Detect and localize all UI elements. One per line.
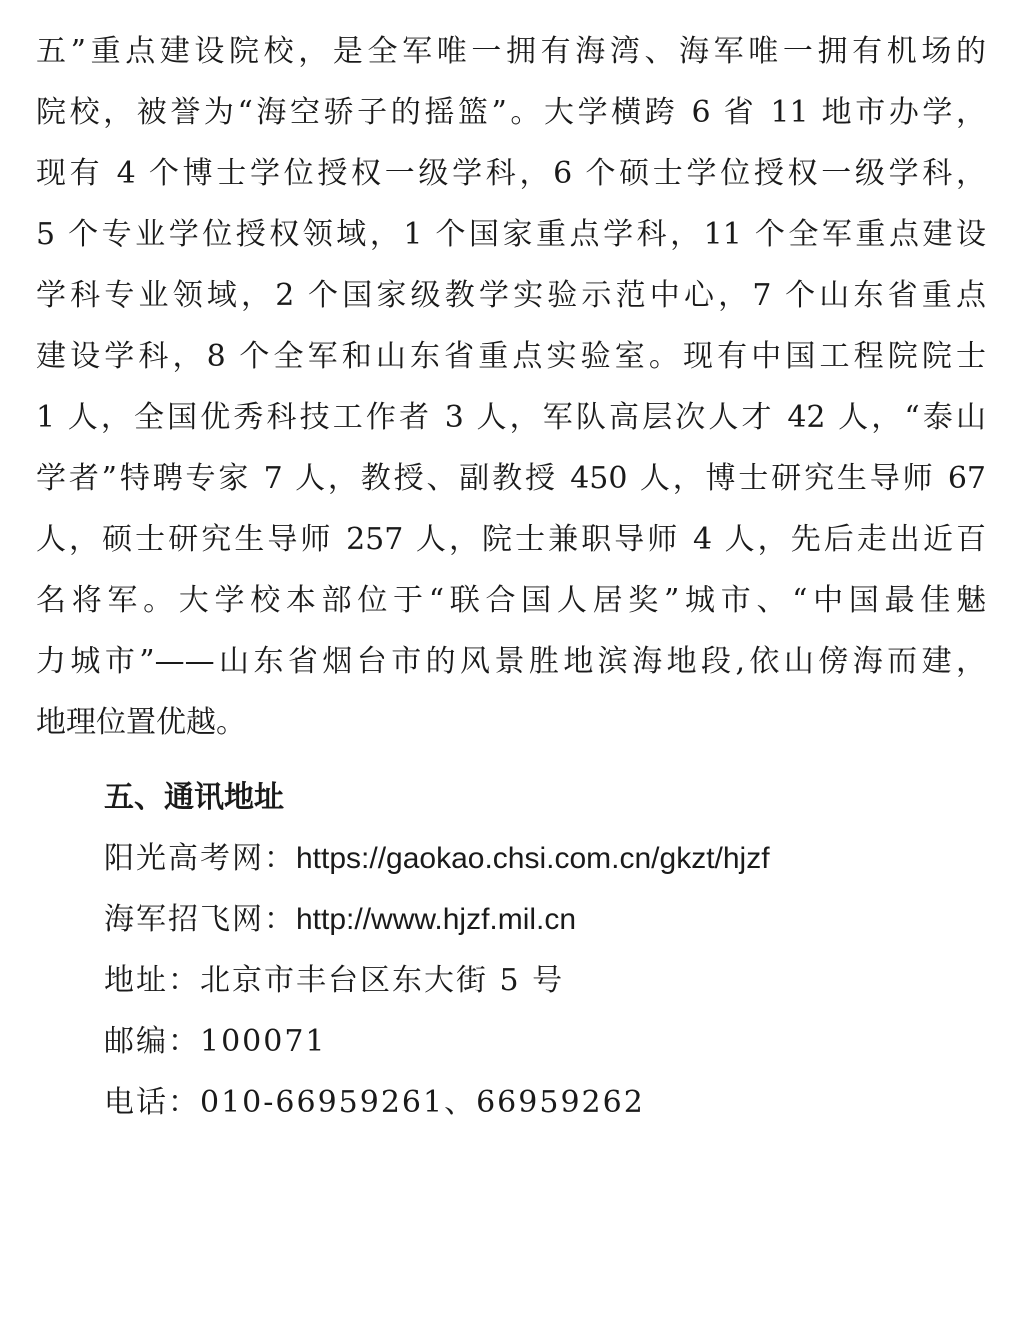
contact-phone-row: [104, 1073, 645, 1133]
body-line-5: 学科专业领域，2 个国家级教学实验示范中心，7 个山东省重点: [36, 278, 986, 313]
body-line-10: 名将军。大学校本部位于“联合国人居奖”城市、“中国最佳魅: [36, 583, 986, 618]
body-line-3: 现有 4 个博士学位授权一级学科，6 个硕士学位授权一级学科，: [36, 156, 986, 191]
contact-sunshine-label: 阳光高考网：: [104, 841, 296, 876]
body-line-11: 力城市”——山东省烟台市的风景胜地滨海地段,依山傍海而建，: [36, 644, 986, 679]
body-line-6: 建设学科，8 个全军和山东省重点实验室。现有中国工程院院士: [36, 339, 986, 374]
body-line-4: 5 个专业学位授权领域，1 个国家重点学科，11 个全军重点建设: [36, 217, 986, 252]
body-line-1: 五”重点建设院校，是全军唯一拥有海湾、海军唯一拥有机场的: [36, 34, 986, 69]
contact-postcode-row: [104, 1012, 327, 1072]
contact-phone-label: 电话：: [104, 1085, 200, 1120]
contact-postcode-label: 邮编：: [104, 1024, 200, 1059]
contact-navy-url[interactable]: http://www.hjzf.mil.cn: [296, 903, 577, 936]
contact-postcode-value: 100071: [200, 1024, 327, 1059]
body-line-9: 人，硕士研究生导师 257 人，院士兼职导师 4 人，先后走出近百: [36, 522, 986, 557]
section-heading: 五、通讯地址: [104, 780, 284, 815]
contact-address-row: [104, 951, 564, 1011]
contact-address-label: 地址：: [104, 963, 200, 998]
body-line-8: 学者”特聘专家 7 人，教授、副教授 450 人，博士研究生导师 67: [36, 461, 986, 496]
contact-sunshine-row: [104, 829, 770, 889]
body-line-12: 地理位置优越。: [36, 705, 246, 740]
contact-navy-label: 海军招飞网：: [104, 902, 296, 937]
contact-phone-value: 010-66959261、66959262: [200, 1085, 645, 1120]
body-line-2: 院校，被誉为“海空骄子的摇篮”。大学横跨 6 省 11 地市办学，: [36, 95, 986, 130]
body-line-7: 1 人，全国优秀科技工作者 3 人，军队高层次人才 42 人，“泰山: [36, 400, 986, 435]
contact-navy-row: [104, 890, 576, 950]
contact-sunshine-url[interactable]: https://gaokao.chsi.com.cn/gkzt/hjzf: [296, 842, 770, 875]
contact-address-value: 北京市丰台区东大街 5 号: [200, 963, 565, 998]
